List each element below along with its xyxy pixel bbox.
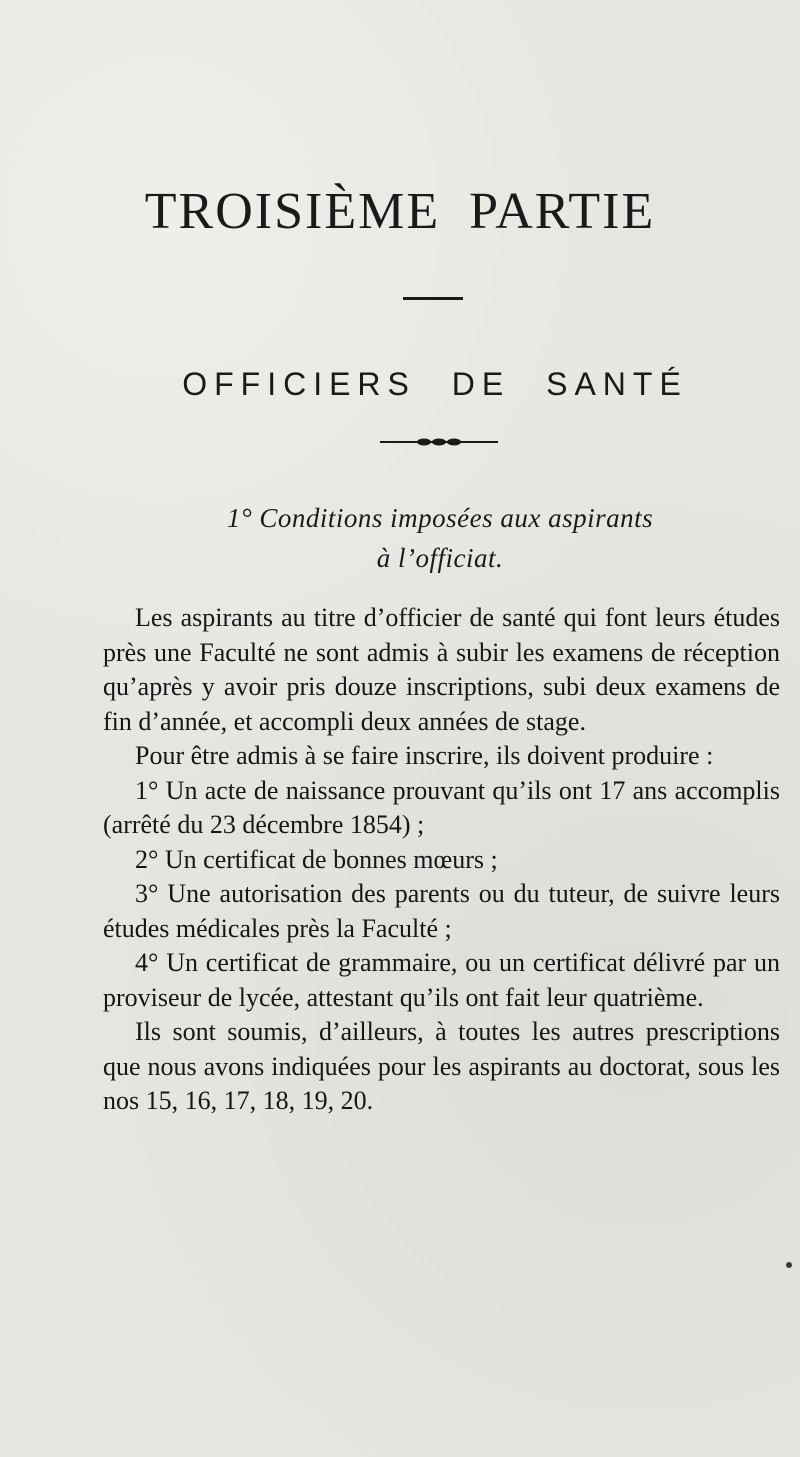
paragraph-5: 3° Une autorisation des parents ou du tuteur, de suivre leurs études médicales près la Faculté ; xyxy=(103,879,780,943)
paragraph-4: 2° Un certificat de bonnes mœurs ; xyxy=(135,844,498,874)
paragraph-2: Pour être admis à se faire inscrire, ils doivent produire : xyxy=(135,741,714,770)
paragraph-7: Ils sont soumis, d’ailleurs, à toutes les autres prescriptions que nous avons indiquées pour les aspirants au doctorat, sous les nos 15, 16, 17, 18, 19, 20. xyxy=(103,1017,780,1115)
body-text xyxy=(103,601,780,1119)
subheading-line-2: à l’officiat. xyxy=(376,543,504,573)
section-title: OFFICIERS DE SANTÉ xyxy=(182,366,688,402)
paragraph-6: 4° Un certificat de grammaire, ou un certificat délivré par un proviseur de lycée, attestant qu’ils ont fait leur quatrième. xyxy=(103,948,780,1012)
paragraph-1: Les aspirants au titre d’officier de santé qui font leurs études près une Faculté ne sont admis à subir les examens de réception qu’après y avoir pris douze inscriptions, subi deux examens de fin d’année, et accompli deux années de stage. xyxy=(103,603,780,736)
title-divider xyxy=(403,297,463,300)
part-title: TROISIÈME PARTIE xyxy=(144,183,656,240)
subheading-line-1: 1° Conditions imposées aux aspirants xyxy=(226,503,654,533)
page-edge-mark xyxy=(786,1262,792,1268)
paragraph-3: 1° Un acte de naissance prouvant qu’ils ont 17 ans accomplis (arrêté du 23 décembre 1854) ; xyxy=(103,775,780,839)
subheading xyxy=(120,498,760,578)
ornamental-divider-icon xyxy=(380,434,498,450)
